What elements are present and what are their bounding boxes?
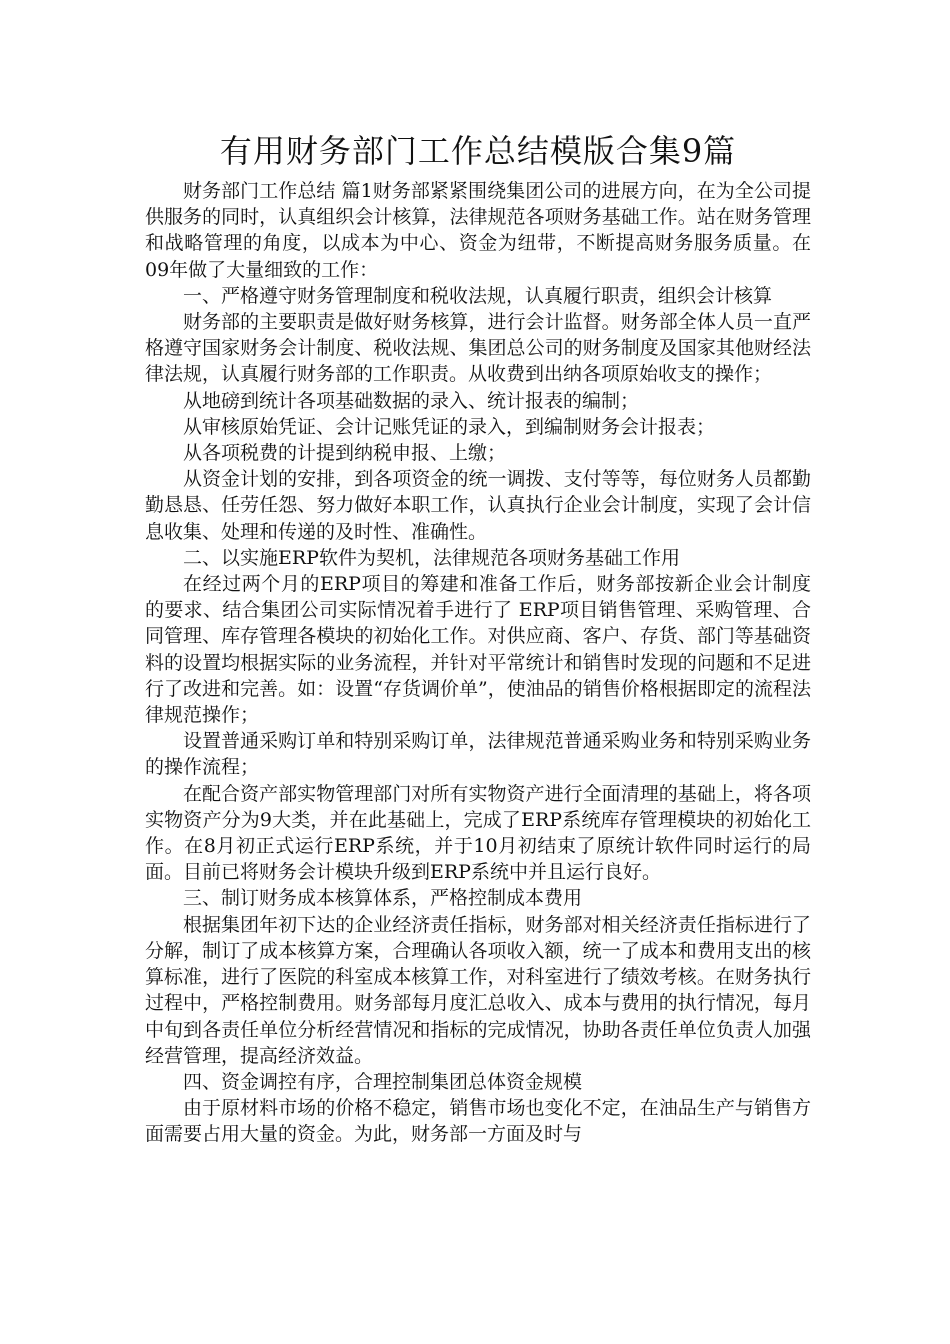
body-paragraph: 三、制订财务成本核算体系，严格控制成本费用 [183,887,583,910]
body-paragraph: 从各项税费的计提到纳税申报、上缴； [183,442,507,465]
body-paragraph: 在经过两个月的ERP项目的筹建和准备工作后，财务部按新企业会计制度的要求、结合集团公司实际情况着手进行了 ERP项目销售管理、采购管理、合同管理、库存管理各模块的初始化工作。对供应商、客户、存货、部门等基础资料的设置均根据实际的业务流程，并针对平常统计和销售时发现的问题和不足进行了改进和完善。如：设置“存货调价单”，使油品的销售价格根据即定的流程法律规范操作； [145,573,811,727]
body-paragraph: 设置普通采购订单和特别采购订单，法律规范普通采购业务和特别采购业务的操作流程； [145,730,811,779]
body-paragraph: 根据集团年初下达的企业经济责任指标，财务部对相关经济责任指标进行了分解，制订了成本核算方案，合理确认各项收入额，统一了成本和费用支出的核算标准，进行了医院的科室成本核算工作，对科室进行了绩效考核。在财务执行过程中，严格控制费用。财务部每月度汇总收入、成本与费用的执行情况，每月中旬到各责任单位分析经营情况和指标的完成情况，协助各责任单位负责人加强经营管理，提高经济效益。 [145,913,811,1067]
body-paragraph: 财务部的主要职责是做好财务核算，进行会计监督。财务部全体人员一直严格遵守国家财务会计制度、税收法规、集团总公司的财务制度及国家其他财经法律法规，认真履行财务部的工作职责。从收费到出纳各项原始收支的操作； [145,311,811,386]
document-title: 有用财务部门工作总结模版合集9篇 [219,132,737,170]
body-paragraph: 二、以实施ERP软件为契机，法律规范各项财务基础工作用 [183,546,680,569]
document-body [145,178,811,1148]
body-paragraph: 一、严格遵守财务管理制度和税收法规，认真履行职责，组织会计核算 [183,284,773,307]
body-paragraph: 财务部门工作总结 篇1财务部紧紧围绕集团公司的进展方向，在为全公司提供服务的同时，认真组织会计核算，法律规范各项财务基础工作。站在财务管理和战略管理的角度，以成本为中心、资金为纽带，不断提高财务服务质量。在09年做了大量细致的工作： [145,180,811,281]
body-paragraph: 在配合资产部实物管理部门对所有实物资产进行全面清理的基础上，将各项实物资产分为9大类，并在此基础上，完成了ERP系统库存管理模块的初始化工作。在8月初正式运行ERP系统，并于10月初结束了原统计软件同时运行的局面。目前已将财务会计模块升级到ERP系统中并且运行良好。 [145,782,811,884]
body-paragraph: 由于原材料市场的价格不稳定，销售市场也变化不定，在油品生产与销售方面需要占用大量的资金。为此，财务部一方面及时与 [145,1097,811,1146]
document-page [145,128,811,1148]
body-paragraph: 从审核原始凭证、会计记账凭证的录入，到编制财务会计报表； [183,415,716,438]
body-paragraph: 四、资金调控有序，合理控制集团总体资金规模 [183,1070,583,1093]
body-paragraph: 从地磅到统计各项基础数据的录入、统计报表的编制； [183,389,640,412]
body-paragraph: 从资金计划的安排，到各项资金的统一调拨、支付等等，每位财务人员都勤勤恳恳、任劳任怨、努力做好本职工作，认真执行企业会计制度，实现了会计信息收集、处理和传递的及时性、准确性。 [145,468,811,543]
